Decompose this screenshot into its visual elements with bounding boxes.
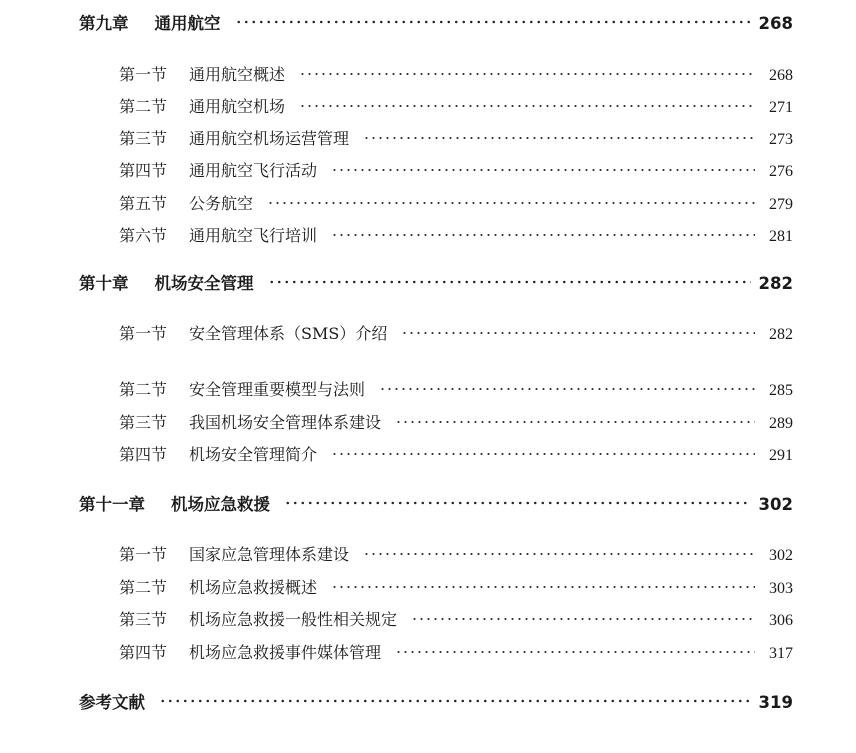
dot-leader xyxy=(235,20,751,24)
dot-leader xyxy=(363,552,755,556)
dot-leader xyxy=(299,104,755,108)
section-number: 第六节 xyxy=(119,226,168,245)
section-title: 通用航空机场运营管理 xyxy=(189,129,350,148)
dot-leader xyxy=(284,501,751,505)
section-number: 第二节 xyxy=(119,578,168,597)
section-number: 第一节 xyxy=(119,65,168,84)
section-title: 机场应急救援事件媒体管理 xyxy=(189,643,382,662)
section-title: 机场应急救援一般性相关规定 xyxy=(189,610,398,629)
dot-leader xyxy=(331,233,755,237)
page-number: 282 xyxy=(758,274,793,293)
toc-section[interactable] xyxy=(119,377,793,400)
page-number: 281 xyxy=(769,228,793,245)
toc-section[interactable] xyxy=(119,410,793,433)
dot-leader xyxy=(268,280,751,284)
chapter-number: 第十一章 xyxy=(79,495,145,514)
page-number: 279 xyxy=(769,196,793,213)
toc-section[interactable] xyxy=(119,640,793,663)
page-number: 268 xyxy=(769,67,793,84)
page-number: 289 xyxy=(769,415,793,432)
section-number: 第三节 xyxy=(119,610,168,629)
page-number: 273 xyxy=(769,131,793,148)
section-number: 第五节 xyxy=(119,194,168,213)
chapter-number: 第九章 xyxy=(79,14,129,33)
section-number: 第二节 xyxy=(119,97,168,116)
page-number: 303 xyxy=(769,580,793,597)
section-title: 通用航空飞行活动 xyxy=(189,161,318,180)
chapter-title: 机场应急救援 xyxy=(171,495,270,514)
section-title: 通用航空飞行培训 xyxy=(189,226,318,245)
bibliography-title: 参考文献 xyxy=(79,693,145,712)
section-title: 通用航空概述 xyxy=(189,65,286,84)
dot-leader xyxy=(363,136,755,140)
dot-leader xyxy=(159,699,751,703)
dot-leader xyxy=(395,650,755,654)
toc-section[interactable] xyxy=(119,607,793,630)
page-number: 271 xyxy=(769,99,793,116)
toc-chapter-9[interactable] xyxy=(79,10,793,34)
section-title: 安全管理重要模型与法则 xyxy=(189,380,366,399)
chapter-number: 第十章 xyxy=(79,274,129,293)
toc-section[interactable] xyxy=(119,94,793,117)
section-title: 公务航空 xyxy=(189,194,254,213)
page-number: 302 xyxy=(758,495,793,514)
section-title: 安全管理体系（SMS）介绍 xyxy=(189,324,388,343)
toc-section[interactable] xyxy=(119,542,793,565)
dot-leader xyxy=(331,585,755,589)
page-number: 282 xyxy=(769,326,793,343)
section-number: 第二节 xyxy=(119,380,168,399)
section-number: 第四节 xyxy=(119,643,168,662)
toc-bibliography[interactable] xyxy=(79,689,793,713)
section-number: 第三节 xyxy=(119,413,168,432)
toc-section[interactable] xyxy=(119,321,793,344)
toc-chapter-10[interactable] xyxy=(79,270,793,294)
dot-leader xyxy=(299,72,755,76)
page-number: 291 xyxy=(769,447,793,464)
section-title: 机场安全管理简介 xyxy=(189,445,318,464)
page-number: 319 xyxy=(758,693,793,712)
dot-leader xyxy=(379,387,755,391)
dot-leader xyxy=(331,168,755,172)
chapter-title: 机场安全管理 xyxy=(154,274,254,293)
toc-section[interactable] xyxy=(119,442,793,465)
toc-section[interactable] xyxy=(119,126,793,149)
section-number: 第四节 xyxy=(119,445,168,464)
toc-section[interactable] xyxy=(119,158,793,181)
section-number: 第三节 xyxy=(119,129,168,148)
section-title: 我国机场安全管理体系建设 xyxy=(189,413,382,432)
toc-section[interactable] xyxy=(119,223,793,246)
section-number: 第一节 xyxy=(119,545,168,564)
dot-leader xyxy=(411,617,755,621)
section-number: 第四节 xyxy=(119,161,168,180)
dot-leader xyxy=(395,420,755,424)
section-number: 第一节 xyxy=(119,324,168,343)
dot-leader xyxy=(267,201,755,205)
page-number: 317 xyxy=(769,645,793,662)
dot-leader xyxy=(331,452,755,456)
section-title: 通用航空机场 xyxy=(189,97,286,116)
section-title: 国家应急管理体系建设 xyxy=(189,545,350,564)
chapter-title: 通用航空 xyxy=(154,14,221,33)
toc-section[interactable] xyxy=(119,575,793,598)
page-number: 306 xyxy=(769,612,793,629)
toc-section[interactable] xyxy=(119,62,793,85)
page-number: 268 xyxy=(758,14,793,33)
page-number: 276 xyxy=(769,163,793,180)
section-title: 机场应急救援概述 xyxy=(189,578,318,597)
toc-chapter-11[interactable] xyxy=(79,491,793,515)
dot-leader xyxy=(401,331,755,335)
page-number: 285 xyxy=(769,382,793,399)
toc-section[interactable] xyxy=(119,191,793,214)
page-number: 302 xyxy=(769,547,793,564)
